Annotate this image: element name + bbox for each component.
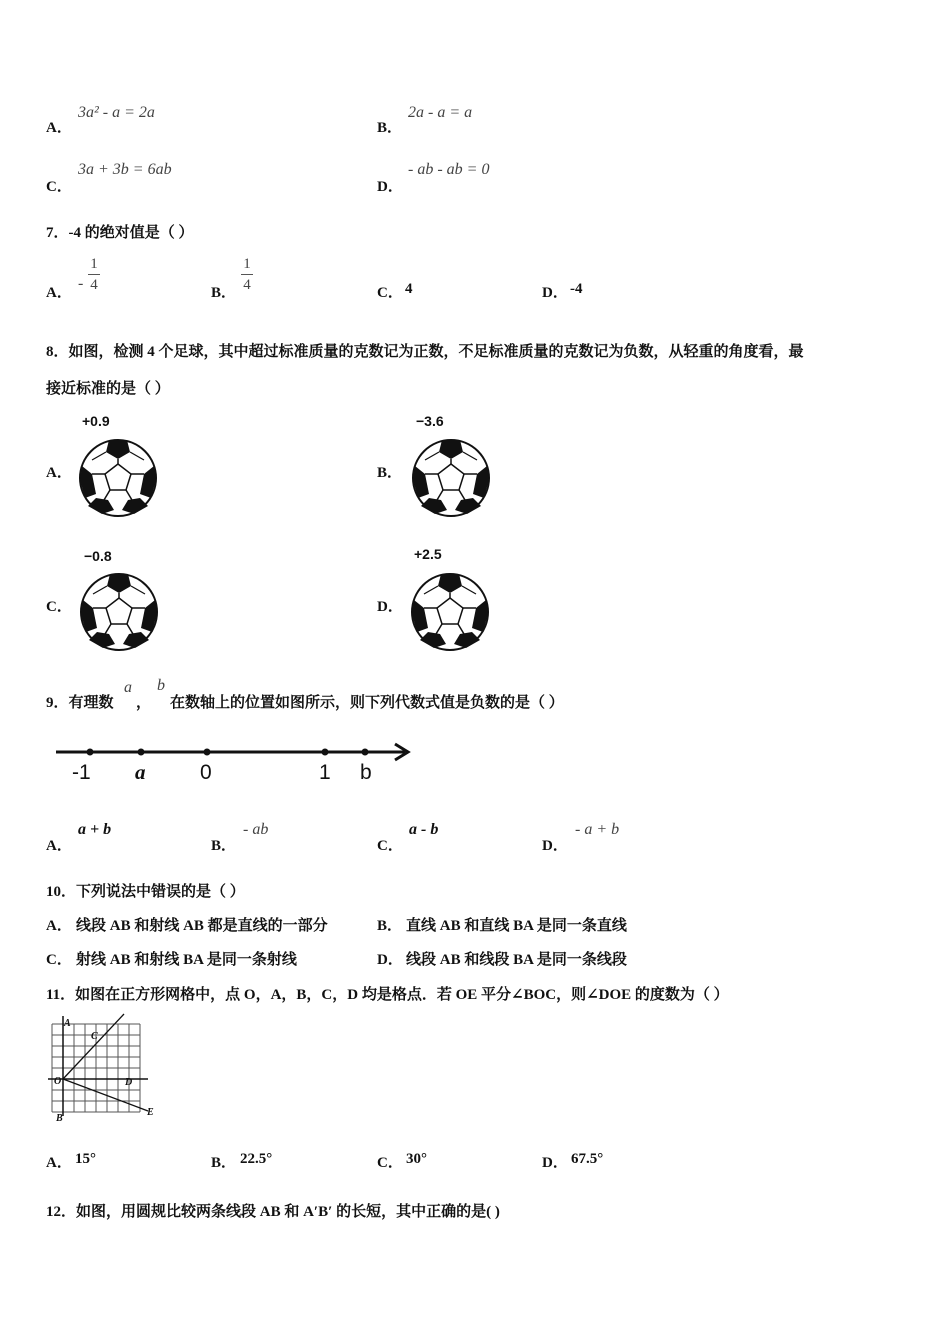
axis-label-one: 1 [319,761,331,784]
q10-option-d-label: D． [377,952,403,968]
q7-option-a-numerator: 1 [90,256,98,272]
q7-option-c-text: 4 [405,281,413,297]
q10-option-d-text: 线段 AB 和线段 BA 是同一条线段 [406,952,627,968]
q8-option-c-label: C． [46,599,72,615]
q9-option-d-label: D． [542,838,568,854]
q9-option-a-label: A． [46,838,72,854]
q9-stem-suffix: 在数轴上的位置如图所示，则下列代数式值是负数的是（ ） [170,695,564,711]
q7-option-a-label: A． [46,285,72,301]
q7-option-b-numerator: 1 [243,256,251,272]
q9-var-b: b [157,677,165,694]
q6-option-c-label: C． [46,179,72,195]
q11-stem: 11．如图在正方形网格中，点 O，A，B，C，D 均是格点．若 OE 平分∠BOC，则∠DOE 的度数为（ ） [46,987,729,1003]
q12-stem: 12．如图，用圆规比较两条线段 AB 和 A′B′ 的长短，其中正确的是( ) [46,1204,500,1220]
q6-option-a-label: A． [46,120,72,136]
axis-label-minus-one: -1 [72,761,91,784]
square-grid-figure [44,1012,164,1124]
q10-stem: 10．下列说法中错误的是（ ） [46,884,245,900]
q6-option-d-expr: - ab - ab = 0 [408,161,490,178]
number-line [50,736,420,786]
q7-option-d-text: -4 [570,281,583,297]
q7-option-b-fraction [241,256,253,293]
q11-option-a-text: 15° [75,1151,96,1167]
q10-option-c-text: 射线 AB 和射线 BA 是同一条射线 [76,952,297,968]
q10-option-a-label: A． [46,918,72,934]
q9-option-b-expr: - ab [243,821,269,838]
q9-stem-prefix: 9．有理数 [46,695,114,711]
q8-stem-line1: 8．如图，检测 4 个足球，其中超过标准质量的克数记为正数，不足标准质量的克数记为负数，从轻重的角度看，最 [46,344,804,360]
q7-option-d-label: D． [542,285,568,301]
q8-option-a-value: +0.9 [82,413,110,429]
q11-option-d-text: 67.5° [571,1151,604,1167]
q8-option-d-value: +2.5 [414,546,442,562]
q6-option-c-expr: 3a + 3b = 6ab [78,161,172,178]
q11-option-a-label: A． [46,1155,72,1171]
q7-option-a-sign: - [78,275,84,292]
q10-option-c-label: C． [46,952,72,968]
axis-label-b: b [360,761,372,784]
q9-option-c-label: C． [377,838,403,854]
q7-option-a-fraction [88,256,100,293]
q7-option-c-label: C． [377,285,403,301]
q9-option-c-expr: a - b [409,821,439,838]
q7-option-a-denominator: 4 [90,277,98,293]
q9-option-b-label: B． [211,838,237,854]
q10-option-a-text: 线段 AB 和射线 AB 都是直线的一部分 [76,918,328,934]
q8-option-c-value: −0.8 [84,548,112,564]
q9-option-d-expr: - a + b [575,821,620,838]
fraction-bar [241,274,253,275]
axis-label-a: a [135,760,146,784]
q8-option-b-label: B． [377,465,403,481]
q11-option-c-label: C． [377,1155,403,1171]
grid-label-c: C [91,1031,98,1042]
soccer-ball-icon [409,436,493,520]
q8-option-d-label: D． [377,599,403,615]
q10-option-b-label: B． [377,918,403,934]
q9-comma: ， [136,695,152,711]
grid-label-e: E [147,1107,154,1118]
fraction-bar [88,274,100,275]
q8-option-a-label: A． [46,465,72,481]
soccer-ball-icon [77,570,161,654]
q11-option-d-label: D． [542,1155,568,1171]
grid-label-b: B [56,1113,63,1124]
q11-option-c-text: 30° [406,1151,427,1167]
q8-option-b-value: −3.6 [416,413,444,429]
q10-option-b-text: 直线 AB 和直线 BA 是同一条直线 [406,918,627,934]
q7-option-b-denominator: 4 [243,277,251,293]
grid-label-d: D [125,1077,133,1088]
soccer-ball-icon [76,436,160,520]
q6-option-d-label: D． [377,179,403,195]
grid-label-a: A [64,1018,71,1029]
q9-option-a-expr: a + b [78,821,112,838]
q6-option-b-label: B． [377,120,403,136]
q9-var-a: a [124,679,132,696]
q11-option-b-text: 22.5° [240,1151,273,1167]
axis-label-zero: 0 [200,761,212,784]
q7-option-b-label: B． [211,285,237,301]
q6-option-a-expr: 3a² - a = 2a [78,104,155,121]
q11-option-b-label: B． [211,1155,237,1171]
q7-stem: 7．-4 的绝对值是（ ） [46,225,194,241]
soccer-ball-icon [408,570,492,654]
q6-option-b-expr: 2a - a = a [408,104,473,121]
q8-stem-line2: 接近标准的是（ ） [46,381,170,397]
grid-label-o: O [54,1076,62,1087]
